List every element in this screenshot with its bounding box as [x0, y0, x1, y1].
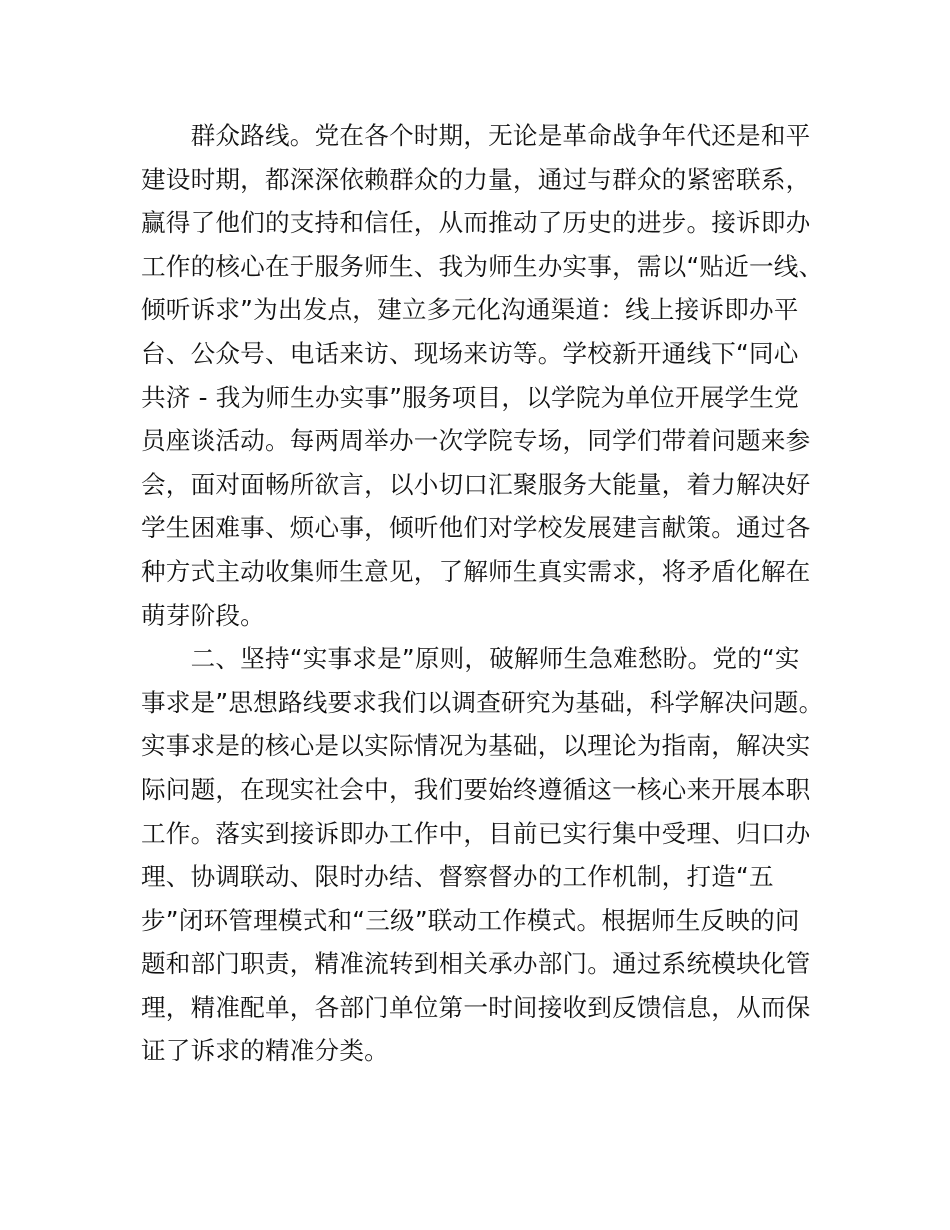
text-line: 建设时期，都深深依赖群众的力量，通过与群众的紧密联系，	[141, 164, 811, 194]
text-line: 题和部门职责，精准流转到相关承办部门。通过系统模块化管	[141, 949, 811, 979]
text-line: 种方式主动收集师生意见，了解师生真实需求，将矛盾化解在	[141, 556, 811, 586]
paragraph-mass-line	[141, 114, 824, 637]
text-line: 倾听诉求”为出发点，建立多元化沟通渠道：线上接诉即办平	[141, 295, 799, 325]
text-line: 际问题，在现实社会中，我们要始终遵循这一核心来开展本职	[141, 774, 811, 804]
text-line: 员座谈活动。每两周举办一次学院专场，同学们带着问题来参	[141, 426, 811, 456]
text-line: 实事求是的核心是以实际情况为基础，以理论为指南，解决实	[141, 731, 811, 761]
text-line: 会，面对面畅所欲言，以小切口汇聚服务大能量，着力解决好	[141, 469, 811, 499]
text-line: 台、公众号、电话来访、现场来访等。学校新开通线下“同心	[141, 338, 799, 368]
text-line: 步”闭环管理模式和“三级”联动工作模式。根据师生反映的问	[141, 905, 800, 935]
text-line: 萌芽阶段。	[141, 600, 265, 630]
text-line: 群众路线。党在各个时期，无论是革命战争年代还是和平	[190, 121, 811, 150]
text-line: 学生困难事、烦心事，倾听他们对学校发展建言献策。通过各	[141, 513, 811, 543]
paragraph-seek-truth	[141, 637, 824, 1073]
text-line: 二、坚持“实事求是”原则，破解师生急难愁盼。党的“实	[190, 644, 800, 674]
text-line: 赢得了他们的支持和信任，从而推动了历史的进步。接诉即办	[141, 208, 811, 238]
text-line: 理，精准配单，各部门单位第一时间接收到反馈信息，从而保	[141, 992, 811, 1022]
text-line: 工作。落实到接诉即办工作中，目前已实行集中受理、归口办	[141, 818, 811, 848]
text-line: 理、协调联动、限时办结、督察督办的工作机制，打造“五	[141, 862, 774, 892]
text-line: 证了诉求的精准分类。	[141, 1036, 389, 1066]
text-line: 共济 - 我为师生办实事”服务项目，以学院为单位开展学生党	[141, 382, 799, 412]
text-line: 事求是”思想路线要求我们以调查研究为基础，科学解决问题。	[141, 687, 824, 717]
text-line: 工作的核心在于服务师生、我为师生办实事，需以“贴近一线、	[141, 251, 824, 281]
document-page	[141, 114, 824, 1073]
